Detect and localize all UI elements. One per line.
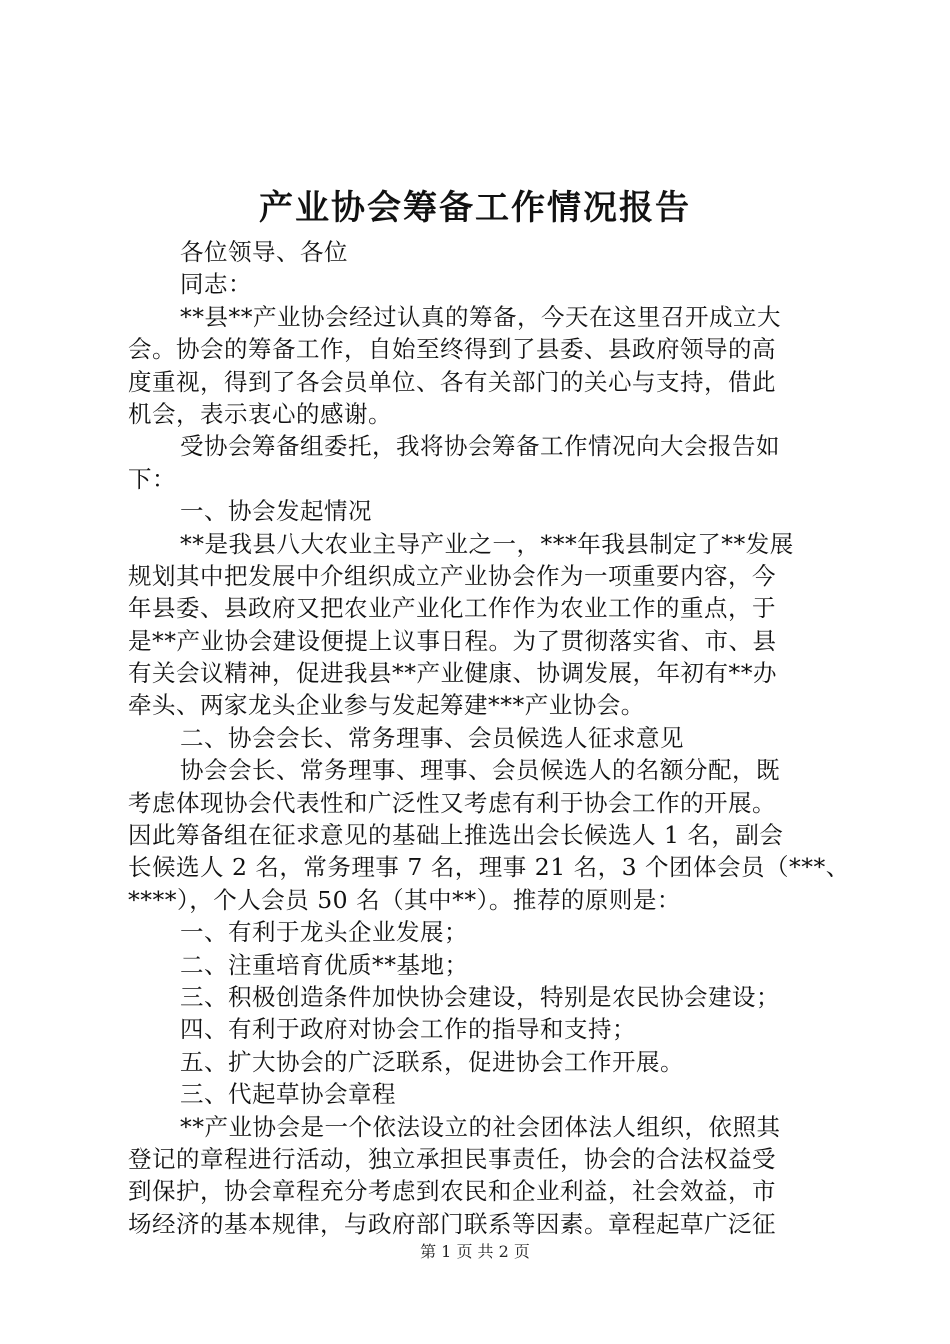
text-line: 场经济的基本规律，与政府部门联系等因素。章程起草广泛征 <box>128 1209 776 1238</box>
text-line: 有关会议精神，促进我县**产业健康、协调发展，年初有**办 <box>128 659 777 688</box>
text-line: 登记的章程进行活动，独立承担民事责任，协会的合法权益受 <box>128 1144 776 1173</box>
text-line: 二、协会会长、常务理事、会员候选人征求意见 <box>180 723 684 752</box>
text-line: 一、有利于龙头企业发展； <box>180 918 468 947</box>
text-line: 考虑体现协会代表性和广泛性又考虑有利于协会工作的开展。 <box>128 788 776 817</box>
text-line: 二、注重培育优质**基地； <box>180 950 469 979</box>
text-line: ****），个人会员 50 名（其中**）。推荐的原则是： <box>128 885 681 914</box>
text-line: 下： <box>128 464 176 493</box>
text-line: 机会，表示衷心的感谢。 <box>128 399 392 428</box>
text-line: 度重视，得到了各会员单位、各有关部门的关心与支持，借此 <box>128 367 776 396</box>
document-title: 产业协会筹备工作情况报告 <box>259 188 691 228</box>
text-line: 四、有利于政府对协会工作的指导和支持； <box>180 1015 636 1044</box>
text-line: 三、代起草协会章程 <box>180 1080 396 1109</box>
text-line: 年县委、县政府又把农业产业化工作作为农业工作的重点，于 <box>128 594 776 623</box>
text-line: 同志： <box>180 270 252 299</box>
text-line: 到保护，协会章程充分考虑到农民和企业利益，社会效益，市 <box>128 1177 776 1206</box>
text-line: 一、协会发起情况 <box>180 497 372 526</box>
text-line: 因此筹备组在征求意见的基础上推选出会长候选人 1 名，副会 <box>128 821 784 850</box>
text-line: **是我县八大农业主导产业之一，***年我县制定了**发展 <box>180 529 794 558</box>
text-line: 各位领导、各位 <box>180 238 348 266</box>
text-line: **县**产业协会经过认真的筹备，今天在这里召开成立大 <box>180 302 781 331</box>
page-footer: 第 1 页 共 2 页 <box>420 1242 530 1261</box>
text-line: 五、扩大协会的广泛联系，促进协会工作开展。 <box>180 1047 684 1076</box>
text-line: **产业协会是一个依法设立的社会团体法人组织，依照其 <box>180 1112 781 1141</box>
text-line: 三、积极创造条件加快协会建设，特别是农民协会建设； <box>180 982 780 1011</box>
text-line: 规划其中把发展中介组织成立产业协会作为一项重要内容，今 <box>128 561 776 590</box>
text-line: 会。协会的筹备工作，自始至终得到了县委、县政府领导的高 <box>128 335 776 364</box>
document-body <box>128 236 850 1240</box>
text-line: 协会会长、常务理事、理事、会员候选人的名额分配，既 <box>180 756 780 785</box>
text-line: 受协会筹备组委托，我将协会筹备工作情况向大会报告如 <box>180 432 780 461</box>
text-line: 牵头、两家龙头企业参与发起筹建***产业协会。 <box>128 691 645 720</box>
text-line: 是**产业协会建设便提上议事日程。为了贯彻落实省、市、县 <box>128 626 777 655</box>
text-line: 长候选人 2 名，常务理事 7 名，理事 21 名，3 个团体会员（***、 <box>128 853 850 882</box>
